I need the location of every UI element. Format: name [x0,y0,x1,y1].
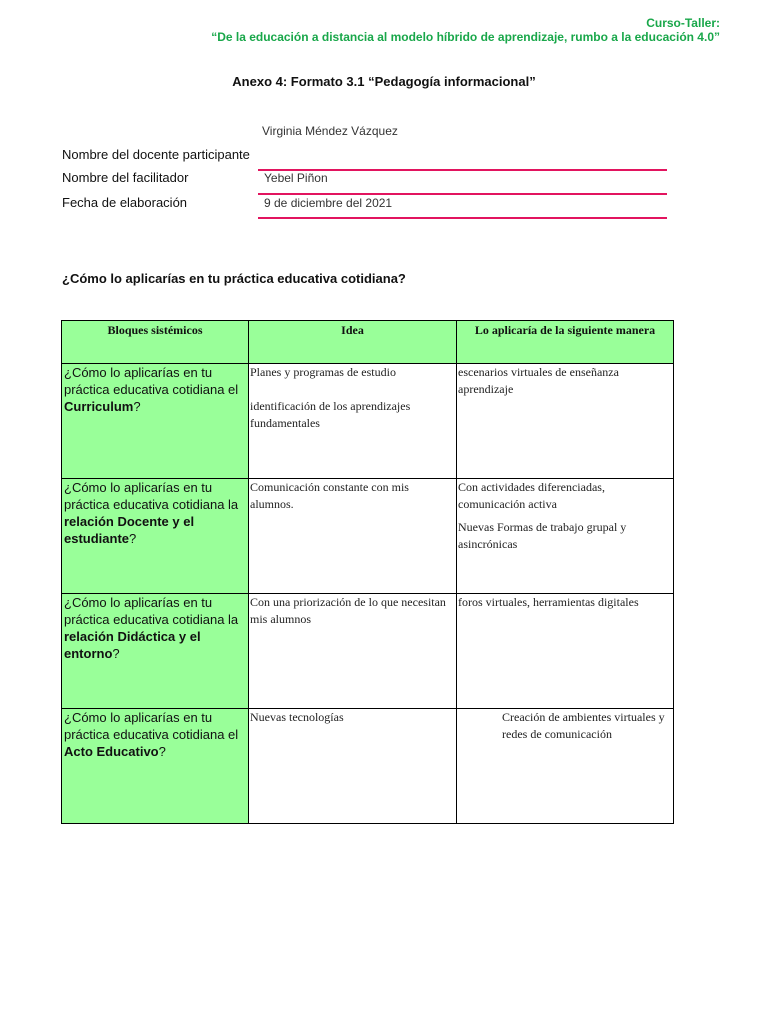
systemic-blocks-table [61,320,674,824]
header-idea: Idea [249,321,457,364]
idea-cell [249,364,457,479]
apply-text: escenarios virtuales de enseñanza aprendizaje [458,365,619,396]
participant-name-value: Virginia Méndez Vázquez [262,124,398,138]
field-label-date: Fecha de elaboración [62,195,188,210]
course-label: Curso-Taller: [646,16,720,30]
question-text: ¿Cómo lo aplicarías en tu práctica educativa cotidiana la [64,480,239,512]
question-mark: ? [129,531,137,546]
idea-text: Con una priorización de lo que necesitan mis alumnos [250,595,446,626]
apply-text: Creación de ambientes virtuales y redes de comunicación [502,710,665,741]
table-row [62,594,674,709]
section-heading: ¿Cómo lo aplicarías en tu práctica educativa cotidiana? [62,271,406,286]
field-line-facilitator [258,193,667,195]
idea-text: Nuevas tecnologías [250,710,344,724]
document-title: Anexo 4: Formato 3.1 “Pedagogía informacional” [232,74,536,89]
question-mark: ? [133,399,141,414]
field-label-facilitator: Nombre del facilitador [62,170,189,185]
question-mark: ? [112,646,120,661]
idea-text: Comunicación constante con mis alumnos. [250,480,409,511]
table-row [62,479,674,594]
table-row [62,364,674,479]
apply-cell [457,594,674,709]
field-value-date: 9 de diciembre del 2021 [264,196,393,210]
table-header-row [62,321,674,364]
idea-cell [249,709,457,824]
apply-cell [457,709,674,824]
header-bloques: Bloques sistémicos [62,321,249,364]
apply-text: Nuevas Formas de trabajo grupal y asincrónicas [458,520,627,551]
apply-cell [457,479,674,594]
field-line-date [258,217,667,219]
idea-text: identificación de los aprendizajes fundamentales [250,399,411,430]
question-cell [62,594,249,709]
question-topic: Curriculum [64,399,134,414]
question-mark: ? [158,744,166,759]
question-topic: relación Docente y el estudiante [64,514,195,546]
apply-cell [457,364,674,479]
question-text: ¿Cómo lo aplicarías en tu práctica educativa cotidiana el [64,365,239,397]
course-name: “De la educación a distancia al modelo híbrido de aprendizaje, rumbo a la educación 4.0” [211,30,720,44]
question-text: ¿Cómo lo aplicarías en tu práctica educativa cotidiana la [64,595,239,627]
question-text: ¿Cómo lo aplicarías en tu práctica educativa cotidiana el [64,710,239,742]
course-header [211,16,720,44]
apply-text: Con actividades diferenciadas, comunicación activa [458,480,605,511]
field-value-facilitator: Yebel Piñon [264,171,328,185]
question-cell [62,479,249,594]
idea-text: Planes y programas de estudio [250,365,396,379]
field-label-participant: Nombre del docente participante [62,147,250,162]
question-topic: Acto Educativo [64,744,159,759]
idea-cell [249,594,457,709]
question-cell [62,364,249,479]
question-cell [62,709,249,824]
header-aplicaria: Lo aplicaría de la siguiente manera [457,321,674,364]
apply-text: foros virtuales, herramientas digitales [458,595,639,609]
table-row [62,709,674,824]
question-topic: relación Didáctica y el entorno [64,629,201,661]
idea-cell [249,479,457,594]
